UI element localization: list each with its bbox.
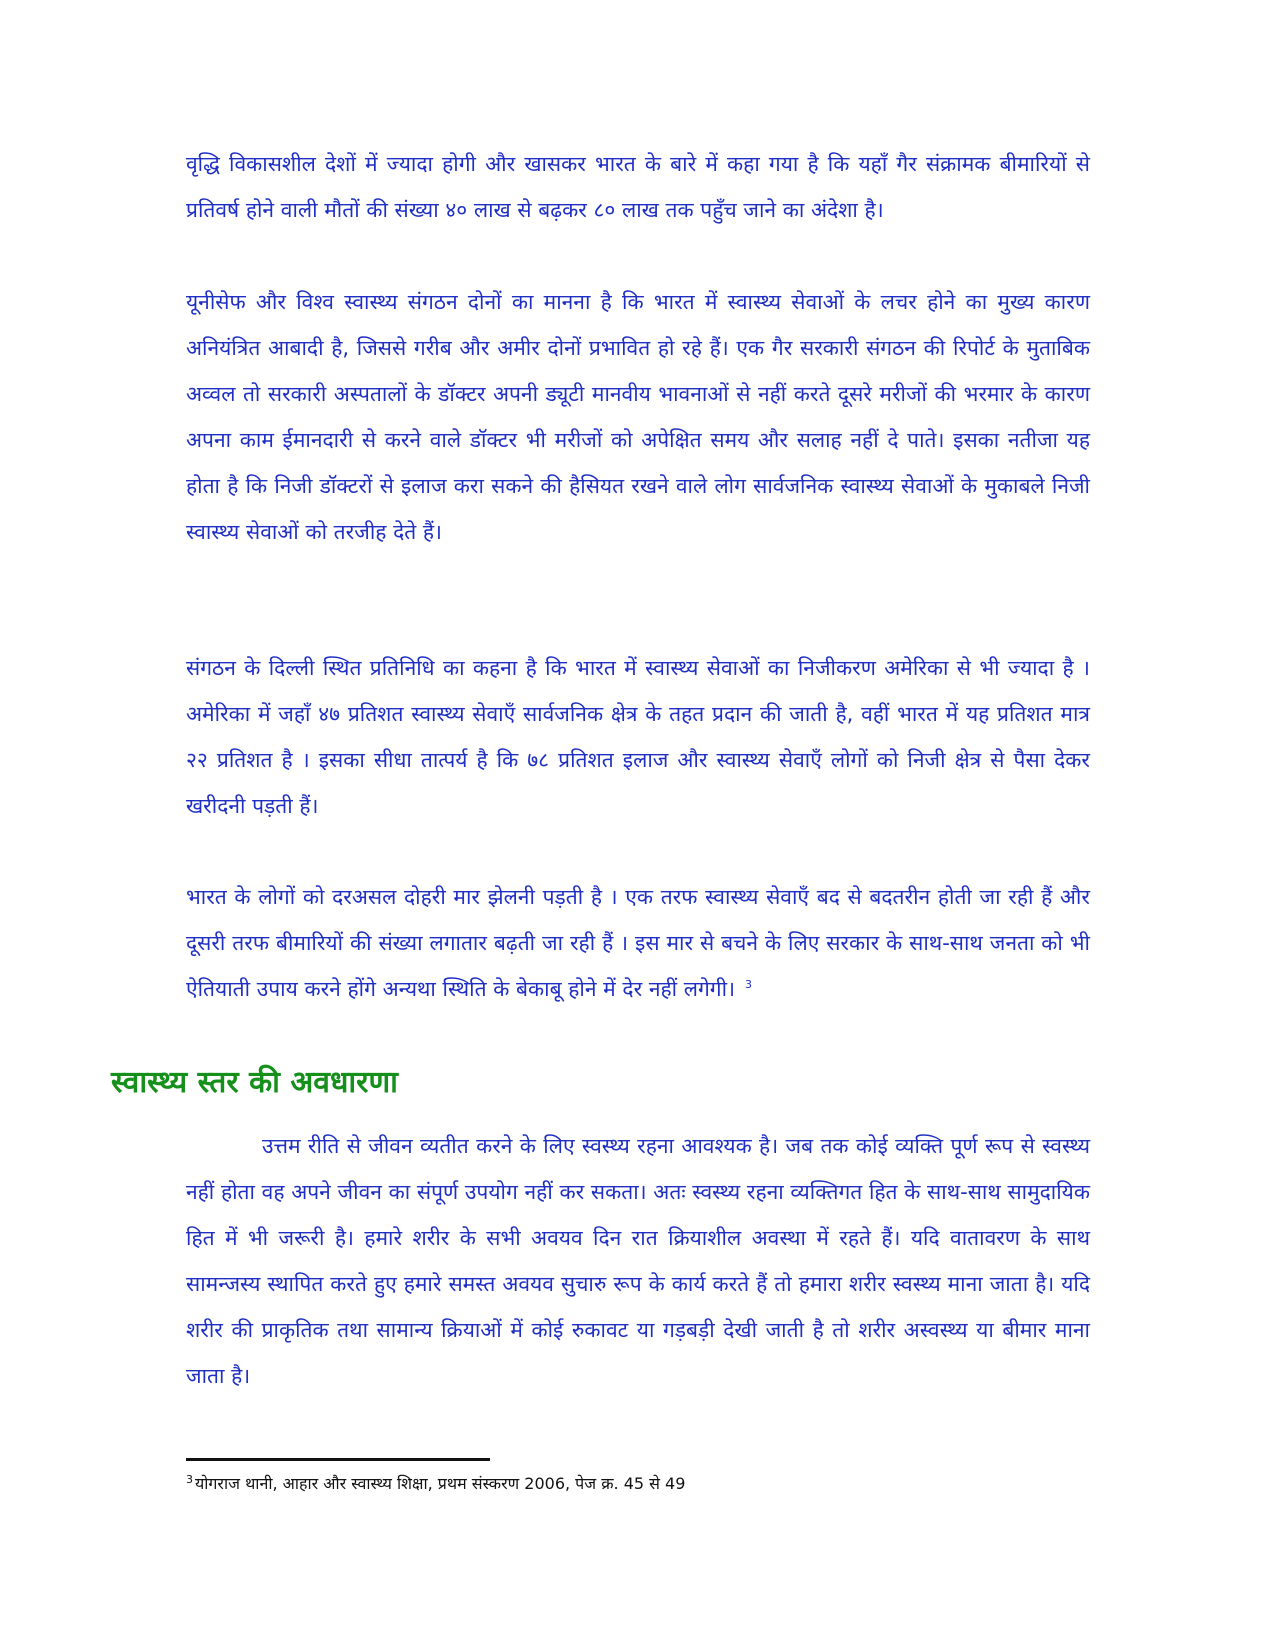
paragraph-text: वृद्धि विकासशील देशों में ज्यादा होगी और खासकर भारत के बारे में कहा गया है कि यहाँ गैर संक्रामक बीमारियों से प्रतिवर्ष होने वाली मौतों की संख्या ४० लाख से बढ़कर ८० लाख तक पहुँच जाने का अंदेशा है। xyxy=(186,152,1090,222)
section-heading: स्वास्थ्य स्तर की अवधारणा xyxy=(111,1065,398,1100)
body-paragraph-1 xyxy=(186,141,1090,233)
section-paragraph xyxy=(186,1123,1090,1399)
body-paragraph-4 xyxy=(186,874,1090,1012)
footnote-reference: 3 xyxy=(745,978,753,991)
paragraph-text: यूनीसेफ और विश्व स्वास्थ्य संगठन दोनों का मानना है कि भारत में स्वास्थ्य सेवाओं के लचर होने का मुख्य कारण अनियंत्रित आबादी है, जिससे गरीब और अमीर दोनों प्रभावित हो रहे हैं। एक गैर सरकारी संगठन की रिपोर्ट के मुताबिक अव्वल तो सरकारी अस्पतालों के डॉक्टर अपनी ड्यूटी मानवीय भावनाओं से नहीं करते दूसरे मरीजों की भरमार के कारण अपना काम ईमानदारी से करने वाले डॉक्टर भी मरीजों को अपेक्षित समय और सलाह नहीं दे पाते। इसका नतीजा यह होता है कि निजी डॉक्टरों से इलाज करा सकने की हैसियत रखने वाले लोग सार्वजनिक स्वास्थ्य सेवाओं के मुकाबले निजी स्वास्थ्य सेवाओं को तरजीह देते हैं। xyxy=(186,290,1090,544)
footnote-text: योगराज थानी, आहार और स्वास्थ्य शिक्षा, प्रथम संस्करण 2006, पेज क्र. 45 से 49 xyxy=(195,1474,686,1493)
body-paragraph-2 xyxy=(186,279,1090,555)
footnote xyxy=(186,1472,685,1496)
footnote-mark: 3 xyxy=(186,1472,193,1486)
body-paragraph-3 xyxy=(186,645,1090,829)
paragraph-text: संगठन के दिल्ली स्थित प्रतिनिधि का कहना है कि भारत में स्वास्थ्य सेवाओं का निजीकरण अमेरिका से भी ज्यादा है । अमेरिका में जहाँ ४७ प्रतिशत स्वास्थ्य सेवाएँ सार्वजनिक क्षेत्र के तहत प्रदान की जाती है, वहीं भारत में यह प्रतिशत मात्र २२ प्रतिशत है । इसका सीधा तात्पर्य है कि ७८ प्रतिशत इलाज और स्वास्थ्य सेवाएँ लोगों को निजी क्षेत्र से पैसा देकर खरीदनी पड़ती हैं। xyxy=(186,656,1090,818)
paragraph-text: उत्तम रीति से जीवन व्यतीत करने के लिए स्वस्थ्य रहना आवश्यक है। जब तक कोई व्यक्ति पूर्ण रूप से स्वस्थ्य नहीं होता वह अपने जीवन का संपूर्ण उपयोग नहीं कर सकता। अतः स्वस्थ्य रहना व्यक्तिगत हित के साथ-साथ सामुदायिक हित में भी जरूरी है। हमारे शरीर के सभी अवयव दिन रात क्रियाशील अवस्था में रहते हैं। यदि वातावरण के साथ सामन्जस्य स्थापित करते हुए हमारे समस्त अवयव सुचारु रूप के कार्य करते हैं तो हमारा शरीर स्वस्थ्य माना जाता है। यदि शरीर की प्राकृतिक तथा सामान्य क्रियाओं में कोई रुकावट या गड़बड़ी देखी जाती है तो शरीर अस्वस्थ्य या बीमार माना जाता है। xyxy=(186,1134,1090,1388)
footnote-divider xyxy=(186,1458,490,1461)
paragraph-text: भारत के लोगों को दरअसल दोहरी मार झेलनी पड़ती है । एक तरफ स्वास्थ्य सेवाएँ बद से बदतरीन होती जा रही हैं और दूसरी तरफ बीमारियों की संख्या लगातार बढ़ती जा रही हैं । इस मार से बचने के लिए सरकार के साथ-साथ जनता को भी ऐतियाती उपाय करने होंगे अन्यथा स्थिति के बेकाबू होने में देर नहीं लगेगी। xyxy=(186,885,1090,1001)
